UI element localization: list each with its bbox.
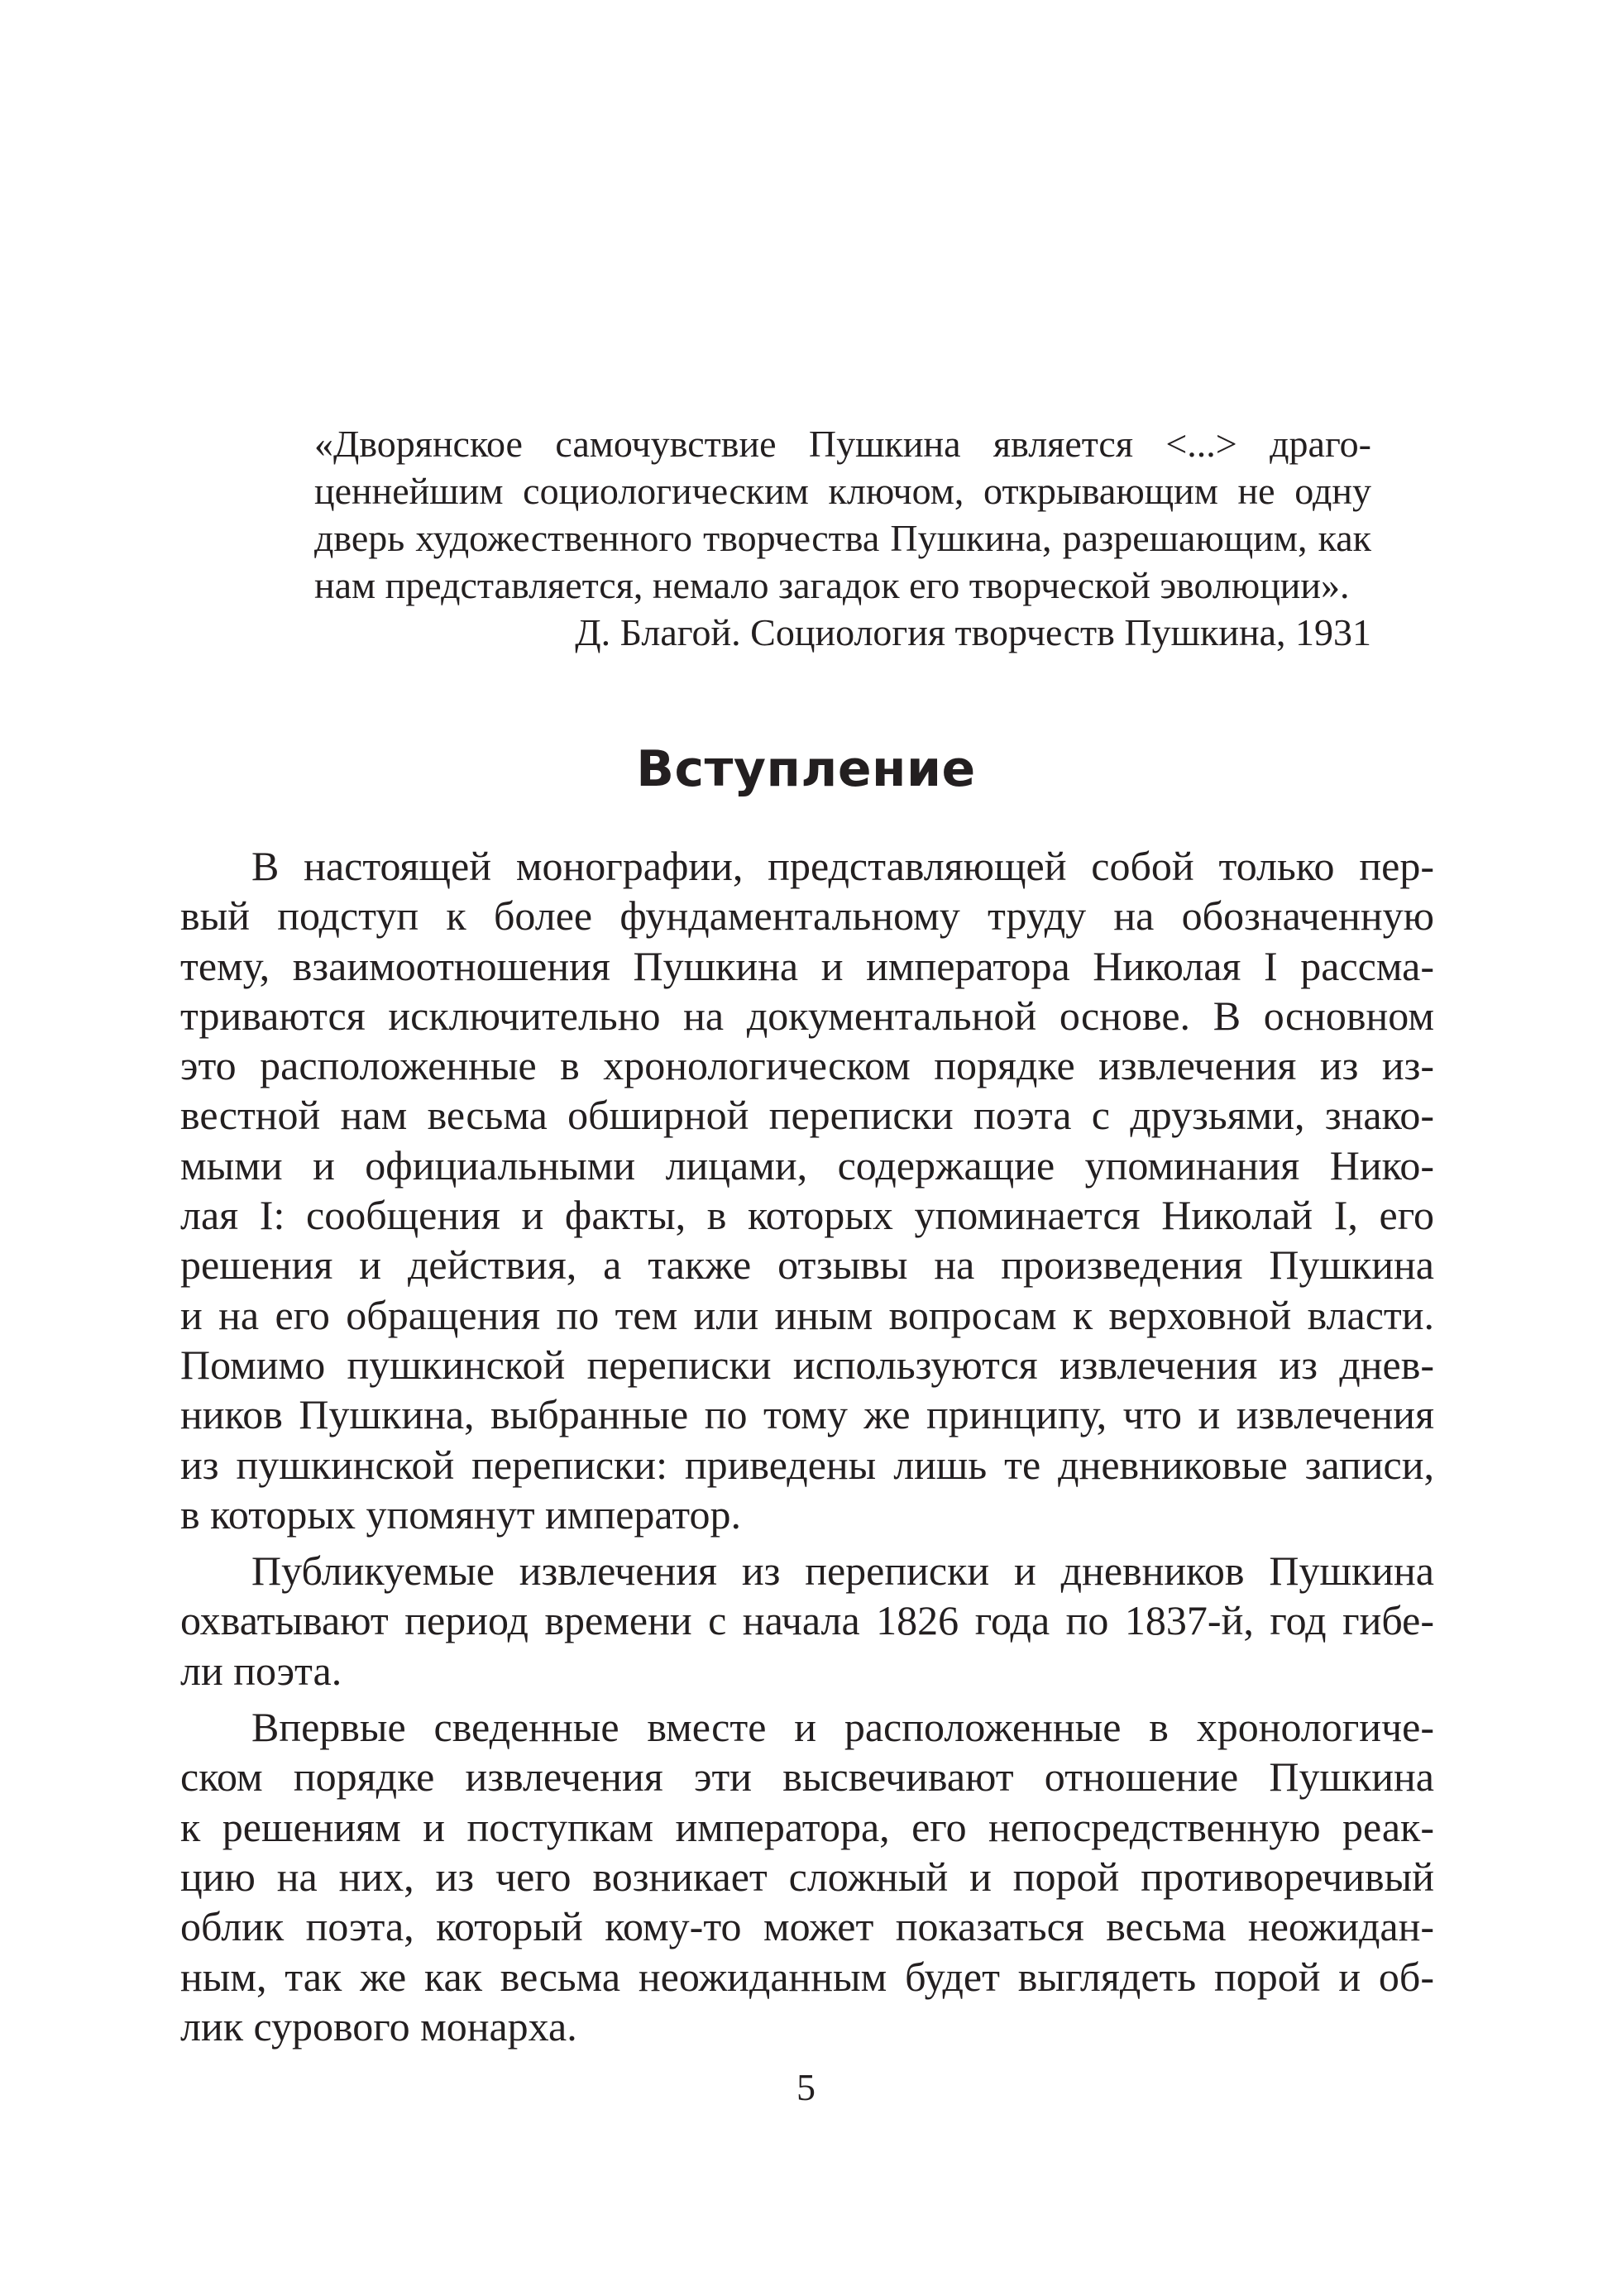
text-line: из пушкинской переписки: приведены лишь те дневниковые записи, xyxy=(180,1441,1434,1488)
text-line: Впервые сведенные вместе и расположенные в хронологиче- xyxy=(251,1704,1434,1751)
text-line: вестной нам весьма обширной переписки поэта с друзьями, знако- xyxy=(180,1092,1434,1139)
epigraph-line: ценнейшим социологическим ключом, открывающим не одну xyxy=(314,470,1371,512)
text-line: и на его обращения по тем или иным вопросам к верховной власти. xyxy=(180,1291,1434,1338)
epigraph-line: нам представляется, немало загадок его творческой эволюции». xyxy=(314,564,1350,606)
epigraph-source: Д. Благой. Социология творчеств Пушкина, 1931 xyxy=(575,611,1371,653)
text-line: лая I: сообщения и факты, в которых упоминается Николай I, его xyxy=(180,1192,1434,1239)
paragraph xyxy=(180,1702,1434,2051)
text-line: вый подступ к более фундаментальному труду на обозначенную xyxy=(180,892,1434,940)
epigraph xyxy=(314,420,1371,656)
text-line: ли поэта. xyxy=(180,1647,342,1694)
text-line: Публикуемые извлечения из переписки и дневников Пушкина xyxy=(251,1547,1434,1595)
text-line: мыми и официальными лицами, содержащие упоминания Нико- xyxy=(180,1141,1434,1189)
text-line: в которых упомянут император. xyxy=(180,1490,741,1538)
paragraph xyxy=(180,1546,1434,1696)
text-line: это расположенные в хронологическом порядке извлечения из из- xyxy=(180,1042,1434,1089)
text-line: цию на них, из чего возникает сложный и порой противоречивый xyxy=(180,1853,1434,1900)
text-line: ников Пушкина, выбранные по тому же принципу, что и извлечения xyxy=(180,1391,1434,1438)
body-text xyxy=(180,841,1434,2058)
text-line: решения и действия, а также отзывы на произведения Пушкина xyxy=(180,1241,1434,1289)
text-line: охватывают период времени с начала 1826 года по 1837-й, год гибе- xyxy=(180,1597,1434,1644)
text-line: Помимо пушкинской переписки используются извлечения из днев- xyxy=(180,1341,1434,1388)
text-line: В настоящей монографии, представляющей собой только пер- xyxy=(251,843,1434,889)
epigraph-line: дверь художественного творчества Пушкина, разрешающим, как xyxy=(314,517,1371,559)
paragraph xyxy=(180,841,1434,1539)
chapter-title: Вступление xyxy=(636,740,976,798)
text-line: ском порядке извлечения эти высвечивают отношение Пушкина xyxy=(180,1753,1434,1801)
text-line: лик сурового монарха. xyxy=(180,2002,577,2050)
text-line: облик поэта, который кому-то может показаться весьма неожидан- xyxy=(180,1903,1434,1950)
page-number: 5 xyxy=(796,2066,816,2108)
text-line: тему, взаимоотношения Пушкина и императора Николая I рассма- xyxy=(180,942,1434,989)
epigraph-line: «Дворянское самочувствие Пушкина является <...> драго- xyxy=(314,423,1371,465)
text-line: триваются исключительно на документальной основе. В основном xyxy=(180,992,1434,1039)
text-line: к решениям и поступкам императора, его непосредственную реак- xyxy=(180,1803,1434,1850)
text-line: ным, так же как весьма неожиданным будет выглядеть порой и об- xyxy=(180,1953,1434,2000)
